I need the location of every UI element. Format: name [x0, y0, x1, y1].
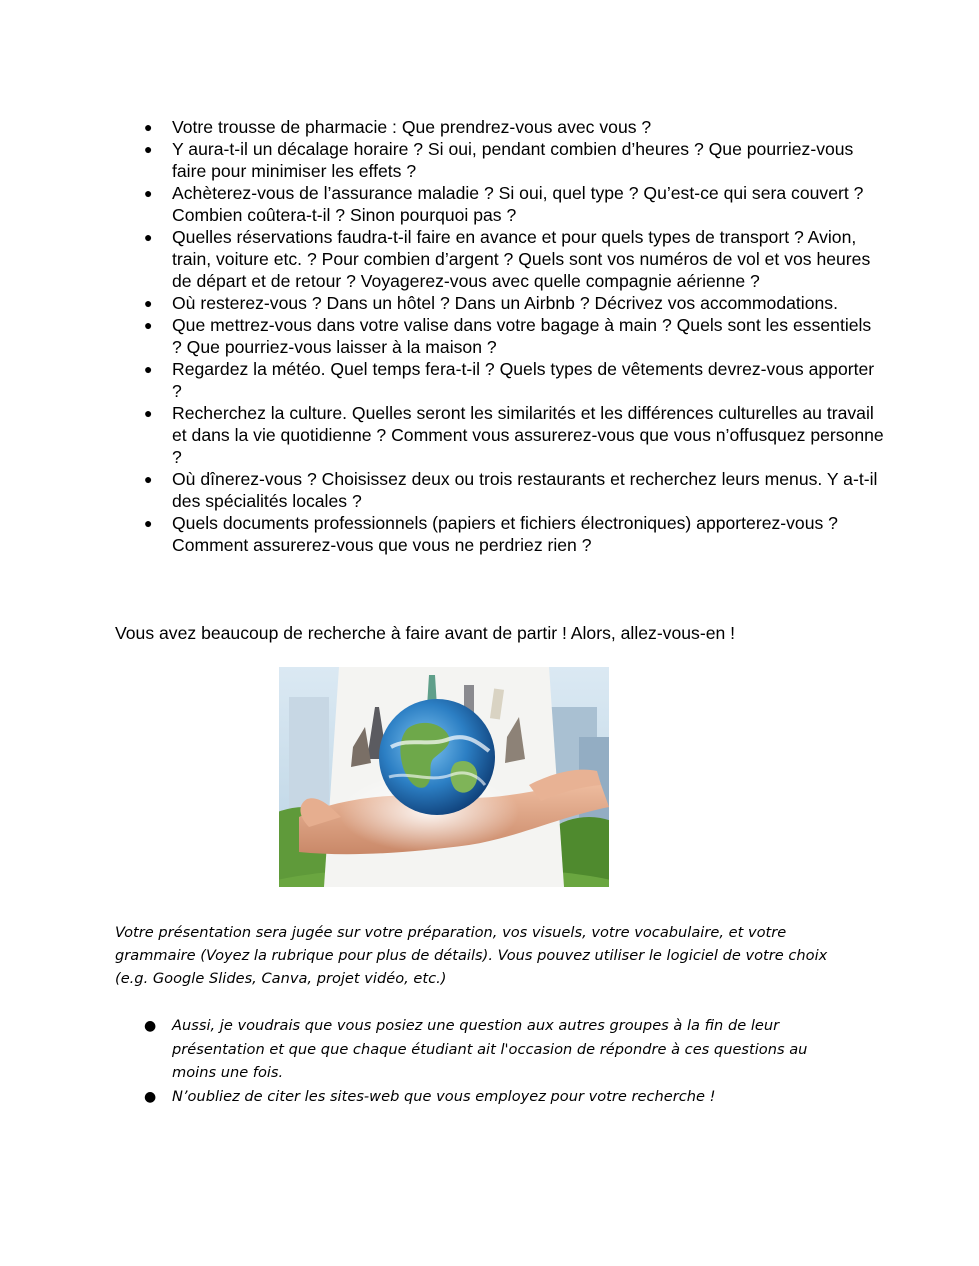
list-item-text: Y aura-t-il un décalage horaire ? Si oui, pendant combien d’heures ? Que pourriez-vous faire pour minimiser les effets ?: [172, 139, 854, 181]
globe-illustration: [279, 667, 609, 887]
bullet-icon: ●: [144, 295, 153, 311]
evaluation-paragraph: Votre présentation sera jugée sur votre préparation, vos visuels, votre vocabulaire, et votre grammaire (Voyez la rubrique pour plus de détails). Vous pouvez utiliser le logiciel de votre choix (e.g. Google Slides, Canva, projet vidéo, etc.): [115, 924, 828, 987]
list-item: [144, 138, 884, 182]
bullet-icon: ●: [144, 141, 153, 157]
notes-list: [144, 1014, 854, 1108]
closing-sentence: Vous avez beaucoup de recherche à faire avant de partir ! Alors, allez-vous-en !: [115, 623, 736, 643]
globe-icon: [379, 699, 495, 815]
list-item: [144, 226, 884, 292]
list-item-text: Recherchez la culture. Quelles seront les similarités et les différences culturelles au travail et dans la vie quotidienne ? Comment vous assurerez-vous que vous n’offusquez personne ?: [172, 403, 884, 467]
bullet-icon: ●: [144, 471, 153, 487]
list-item-text: Regardez la météo. Quel temps fera-t-il ? Quels types de vêtements devrez-vous apporter ?: [172, 359, 875, 401]
bullet-icon: ●: [144, 405, 153, 421]
list-item-text: Où dînerez-vous ? Choisissez deux ou trois restaurants et recherchez leurs menus. Y a-t-il des spécialités locales ?: [172, 469, 878, 511]
hand-holding-globe-image: [279, 667, 609, 887]
list-item: [144, 116, 884, 138]
list-item: [144, 1085, 854, 1109]
bullet-icon: ●: [144, 1018, 157, 1034]
list-item: [144, 314, 884, 358]
list-item: [144, 1014, 854, 1085]
bullet-icon: ●: [144, 317, 153, 333]
list-item-text: N’oubliez de citer les sites-web que vous employez pour votre recherche !: [172, 1087, 716, 1105]
bullet-icon: ●: [144, 185, 153, 201]
list-item: [144, 292, 884, 314]
list-item-text: Quels documents professionnels (papiers et fichiers électroniques) apporterez-vous ? Comment assurerez-vous que vous ne perdriez rien ?: [172, 513, 838, 555]
list-item-text: Aussi, je voudrais que vous posiez une question aux autres groupes à la fin de leur présentation et que que chaque étudiant ait l'occasion de répondre à ces questions au moins une fois.: [172, 1017, 808, 1081]
bullet-icon: ●: [144, 361, 153, 377]
bullet-icon: ●: [144, 229, 153, 245]
bullet-icon: ●: [144, 119, 153, 135]
bullet-icon: ●: [144, 1088, 157, 1105]
bullet-icon: ●: [144, 515, 153, 531]
list-item: [144, 358, 884, 402]
list-item: [144, 512, 884, 556]
research-questions-list: [144, 116, 884, 556]
list-item-text: Que mettrez-vous dans votre valise dans votre bagage à main ? Quels sont les essentiels ? Que pourriez-vous laisser à la maison ?: [172, 315, 872, 357]
list-item-text: Où resterez-vous ? Dans un hôtel ? Dans un Airbnb ? Décrivez vos accommodations.: [172, 293, 838, 313]
list-item-text: Achèterez-vous de l’assurance maladie ? Si oui, quel type ? Qu’est-ce qui sera couvert ? Combien coûtera-t-il ? Sinon pourquoi pas ?: [172, 183, 864, 225]
list-item-text: Votre trousse de pharmacie : Que prendrez-vous avec vous ?: [172, 117, 652, 137]
list-item: [144, 182, 884, 226]
list-item: [144, 402, 884, 468]
list-item-text: Quelles réservations faudra-t-il faire en avance et pour quels types de transport ? Avion, train, voiture etc. ? Pour combien d’argent ? Quels sont vos numéros de vol et vos heures de départ et de retour ? Voyagerez-vous avec quelle compagnie aérienne ?: [172, 227, 871, 291]
list-item: [144, 468, 884, 512]
